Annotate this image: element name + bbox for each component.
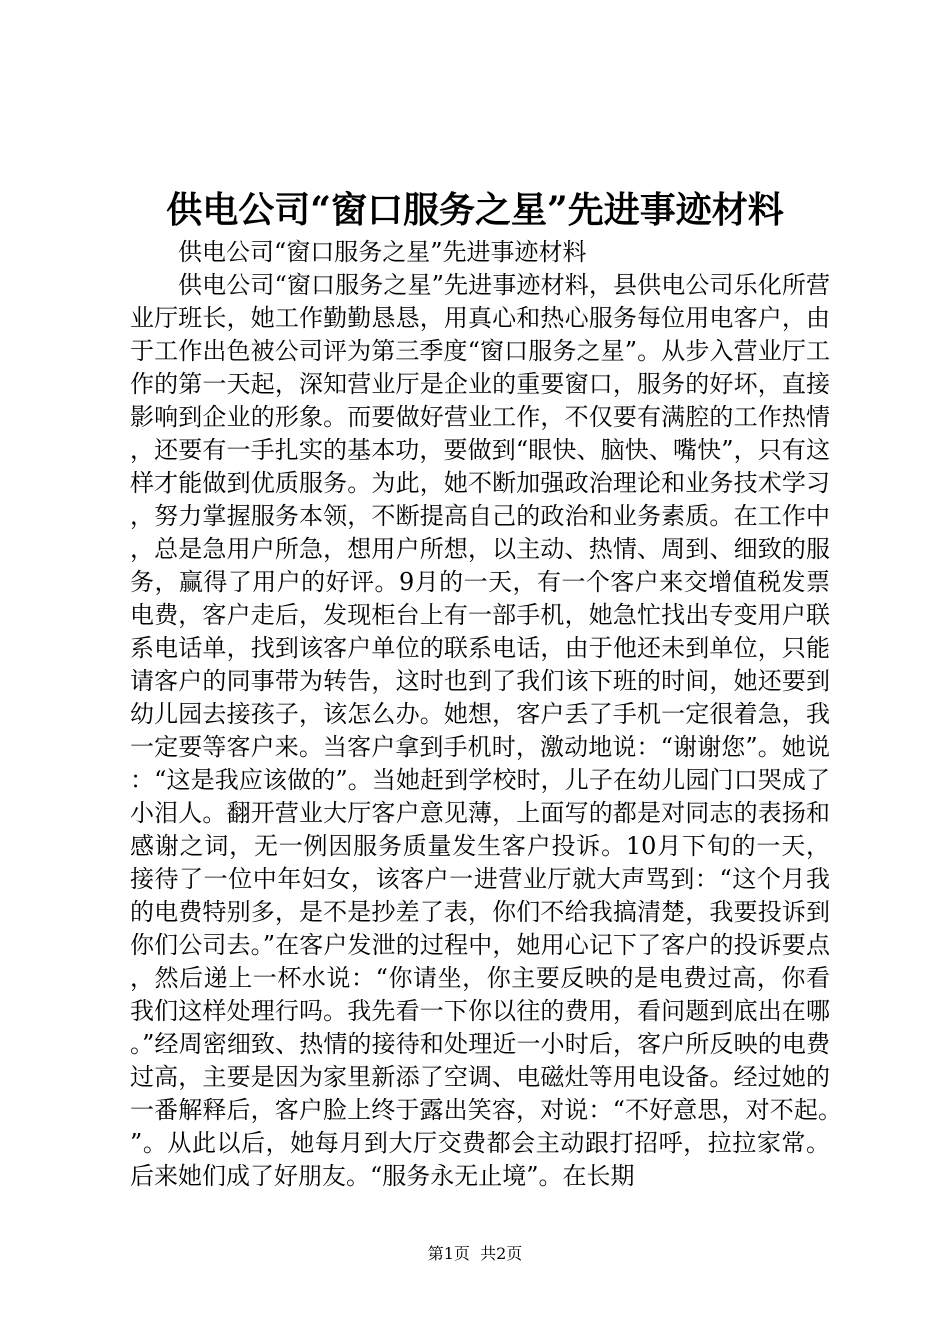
body-paragraph-subtitle: 供电公司“窗口服务之星”先进事迹材料 xyxy=(178,238,587,266)
page-footer xyxy=(0,1243,950,1265)
document-title: 供电公司“窗口服务之星”先进事迹材料 xyxy=(166,189,784,231)
document-body xyxy=(130,236,830,1193)
page-number: 第1页 xyxy=(427,1244,470,1263)
page-total: 共2页 xyxy=(480,1244,523,1263)
body-paragraph-main: 供电公司“窗口服务之星”先进事迹材料，县供电公司乐化所营业厅班长，她工作勤勤恳恳，用真心和热心服务每位用电客户，由于工作出色被公司评为第三季度“窗口服务之星”。从步入营业厅工作的第一天起，深知营业厅是企业的重要窗口，服务的好坏，直接影响到企业的形象。而要做好营业工作，不仅要有满腔的工作热情，还要有一手扎实的基本功，要做到“眼快、脑快、嘴快”，只有这样才能做到优质服务。为此，她不断加强政治理论和业务技术学习，努力掌握服务本领，不断提高自己的政治和业务素质。在工作中，总是急用户所急，想用户所想，以主动、热情、周到、细致的服务，赢得了用户的好评。9月的一天，有一个客户来交增值税发票电费，客户走后，发现柜台上有一部手机，她急忙找出专变用户联系电话单，找到该客户单位的联系电话，由于他还未到单位，只能请客户的同事带为转告，这时也到了我们该下班的时间，她还要到幼儿园去接孩子，该怎么办。她想，客户丢了手机一定很着急，我一定要等客户来。当客户拿到手机时，激动地说：“谢谢您”。她说：“这是我应该做的”。当她赶到学校时，儿子在幼儿园门口哭成了小泪人。翻开营业大厅客户意见薄，上面写的都是对同志的表扬和感谢之词，无一例因服务质量发生客户投诉。10月下旬的一天，接待了一位中年妇女，该客户一进营业厅就大声骂到：“这个月我的电费特别多，是不是抄差了表，你们不给我搞清楚，我要投诉到你们公司去。”在客户发泄的过程中，她用心记下了客户的投诉要点，然后递上一杯水说：“你请坐，你主要反映的是电费过高，你看我们这样处理行吗。我先看一下你以往的费用，看问题到底出在哪。”经周密细致、热情的接待和处理近一小时后，客户所反映的电费过高，主要是因为家里新添了空调、电磁灶等用电设备。经过她的一番解释后，客户脸上终于露出笑容，对说：“不好意思，对不起。”。从此以后，她每月到大厅交费都会主动跟打招呼，拉拉家常。后来她们成了好朋友。“服务永无止境”。在长期 xyxy=(130,271,830,1190)
